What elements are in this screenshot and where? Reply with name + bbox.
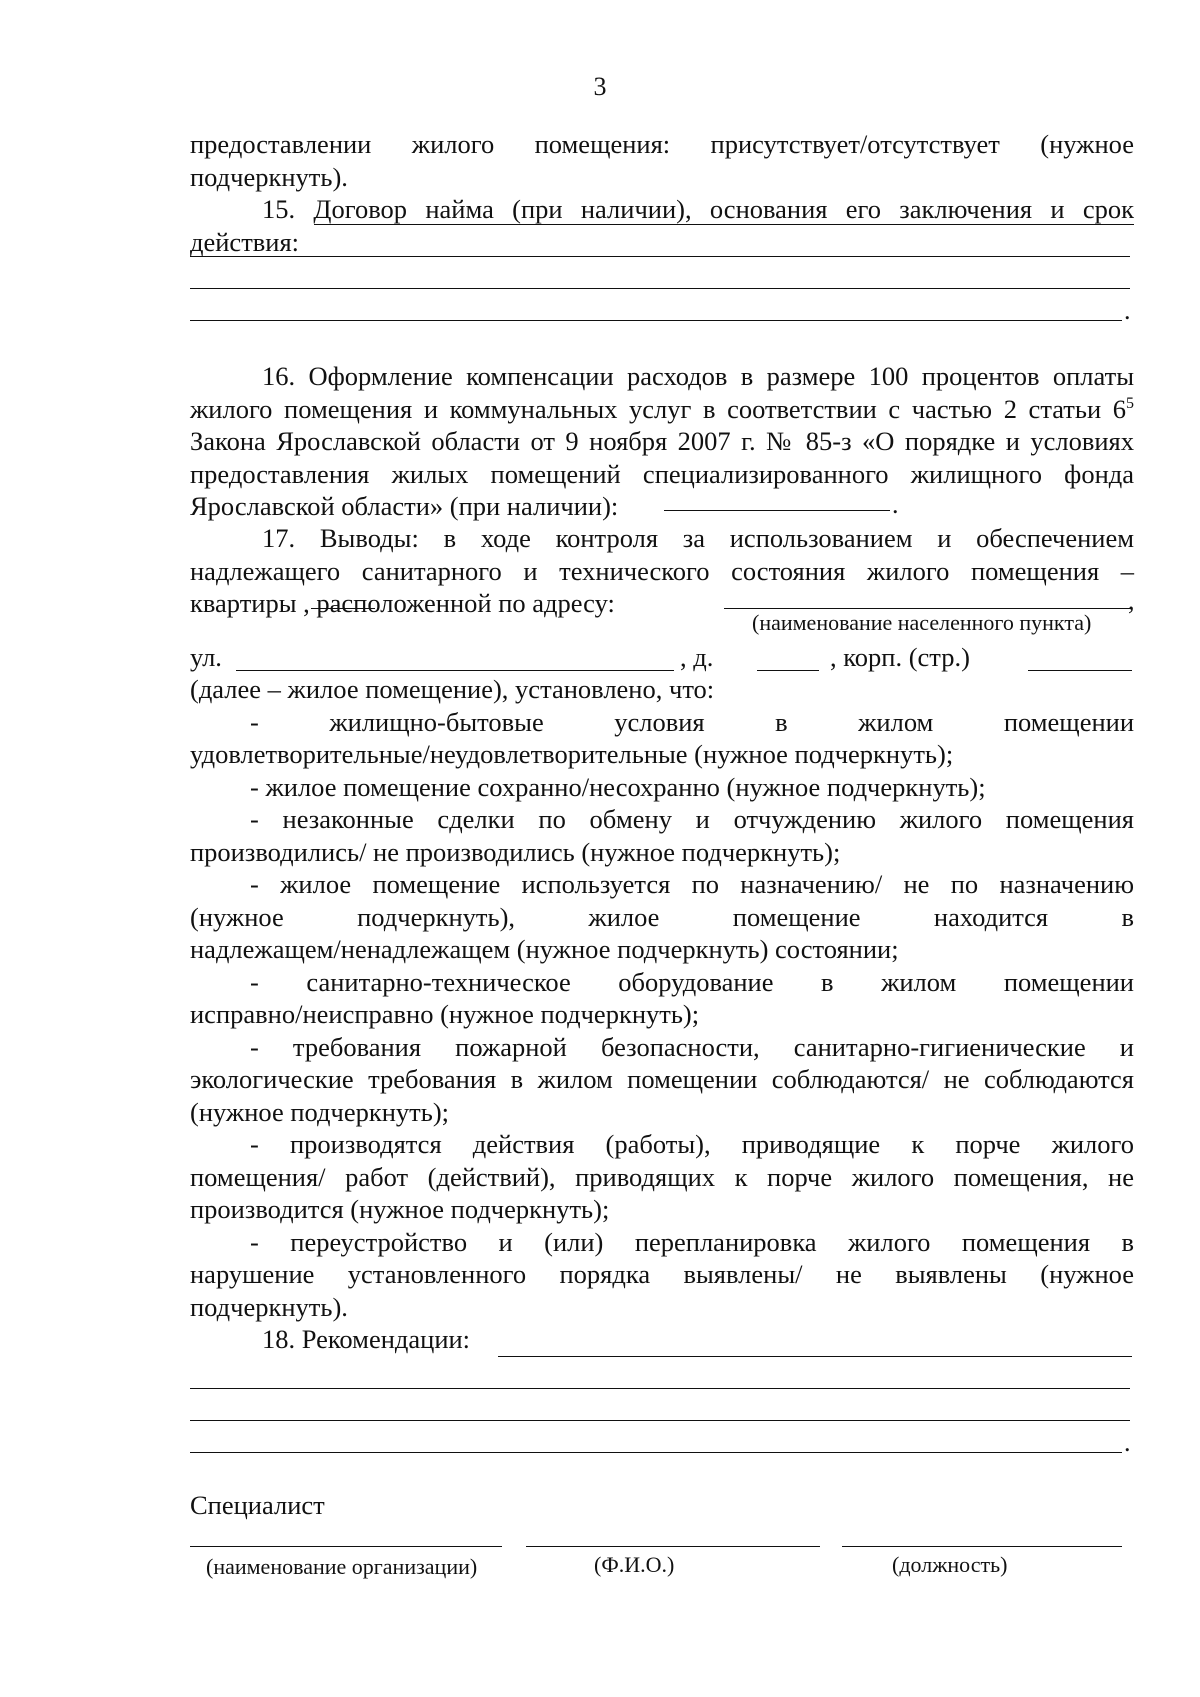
blank-recommendations-3[interactable] (190, 1420, 1130, 1421)
text-line: жилого помещения и коммунальных услуг в соответствии с частью 2 статьи $6^5$ (190, 393, 1134, 424)
blank-compensation[interactable] (664, 510, 890, 511)
text-line: производились/ не производились (нужное подчеркнуть); (190, 836, 841, 867)
caption-name: (Ф.И.О.) (594, 1552, 675, 1577)
blank-street[interactable] (236, 670, 674, 671)
text-line: нарушение установленного порядка выявлены/ не выявлены (нужное (190, 1259, 1134, 1289)
blank-recommendations-1[interactable] (498, 1356, 1132, 1357)
caption-position: (должность) (892, 1552, 1008, 1577)
blank-contract-1[interactable] (314, 224, 1134, 225)
text-line: подчеркнуть). (190, 161, 348, 192)
signature-position-field[interactable] (842, 1546, 1122, 1547)
blank-building[interactable] (1028, 670, 1132, 671)
section-17 (190, 522, 1134, 620)
findings-list (190, 673, 1134, 1356)
text-line: 18. Рекомендации: (262, 1324, 471, 1354)
text-line: (далее – жилое помещение), установлено, что: (190, 674, 715, 704)
list-item: - производятся действия (работы), приводящие к порче жилого (250, 1129, 1134, 1159)
signature-name-field[interactable] (526, 1546, 820, 1547)
text-line: экологические требования в жилом помещении соблюдаются/ не соблюдаются (190, 1064, 1134, 1094)
caption-org: (наименование организации) (206, 1554, 478, 1579)
text-line: (нужное подчеркнуть); (190, 1096, 450, 1127)
blank-contract-3[interactable] (190, 288, 1130, 289)
list-item: - требования пожарной безопасности, санитарно-гигиенические и (250, 1031, 1134, 1062)
period-mark: . (892, 490, 899, 519)
address-line (190, 641, 1134, 674)
section-top (190, 128, 1134, 258)
text-line: 15. Договор найма (при наличии), основания его заключения и срок (262, 194, 1134, 224)
list-item: - переустройство и (или) перепланировка жилого помещения в (250, 1226, 1134, 1257)
blank-address-settlement[interactable] (724, 608, 1130, 609)
caption-settlement: (наименование населенного пункта) (752, 610, 1092, 635)
blank-recommendations-2[interactable] (190, 1388, 1130, 1389)
blank-recommendations-4[interactable] (190, 1452, 1122, 1453)
text-line: производится (нужное подчеркнуть); (190, 1194, 610, 1224)
text-line: 17. Выводы: в ходе контроля за использованием и обеспечением (262, 523, 1134, 553)
blank-contract-4[interactable] (190, 320, 1122, 321)
signature-title (190, 1489, 1134, 1522)
page-number: 3 (593, 72, 607, 101)
comma-mark: , (1128, 586, 1135, 615)
signature-org-field[interactable] (190, 1546, 502, 1547)
text-line: квартиры , расположенной по адресу: (190, 588, 615, 618)
blank-apartment[interactable] (311, 608, 375, 609)
section-16 (190, 360, 1134, 523)
list-item: - незаконные сделки по обмену и отчуждению жилого помещения (250, 804, 1134, 834)
text-line: надлежащем/ненадлежащем (нужное подчеркнуть) состоянии; (190, 934, 899, 964)
blank-contract-2[interactable] (190, 256, 1130, 257)
list-item: - санитарно-техническое оборудование в жилом помещении (250, 966, 1134, 997)
list-item: - жилое помещение сохранно/несохранно (нужное подчеркнуть); (250, 771, 986, 802)
period-mark: . (1124, 296, 1131, 325)
text-line: удовлетворительные/неудовлетворительные (нужное подчеркнуть); (190, 739, 954, 769)
list-item: - жилищно-бытовые условия в жилом помещении (250, 706, 1134, 737)
text-line: исправно/неисправно (нужное подчеркнуть); (190, 999, 700, 1029)
text-line: предоставления жилых помещений специализированного жилищного фонда (190, 458, 1134, 489)
text-line: Ярославской области» (при наличии): (190, 491, 619, 521)
blank-house[interactable] (757, 670, 819, 671)
text-line: действия: (190, 226, 300, 257)
period-mark: . (1124, 1428, 1131, 1457)
text-line: подчеркнуть). (190, 1291, 348, 1322)
text-line: 16. Оформление компенсации расходов в размере 100 процентов оплаты (262, 361, 1134, 391)
text-line: (нужное подчеркнуть), жилое помещение находится в (190, 901, 1134, 932)
text-line: Закона Ярославской области от 9 ноября 2007 г. № 85-з «О порядке и условиях (190, 426, 1134, 456)
text-line: помещения/ работ (действий), приводящих к порче жилого помещения, не (190, 1161, 1134, 1192)
text-line: предоставлении жилого помещения: присутствует/отсутствует (нужное (190, 129, 1134, 159)
list-item: - жилое помещение используется по назначению/ не по назначению (250, 869, 1134, 899)
text-line: ул. , д. , корп. (стр.) (190, 642, 970, 672)
text-line: надлежащего санитарного и технического состояния жилого помещения – (190, 555, 1134, 586)
specialist-label: Специалист (190, 1490, 325, 1520)
